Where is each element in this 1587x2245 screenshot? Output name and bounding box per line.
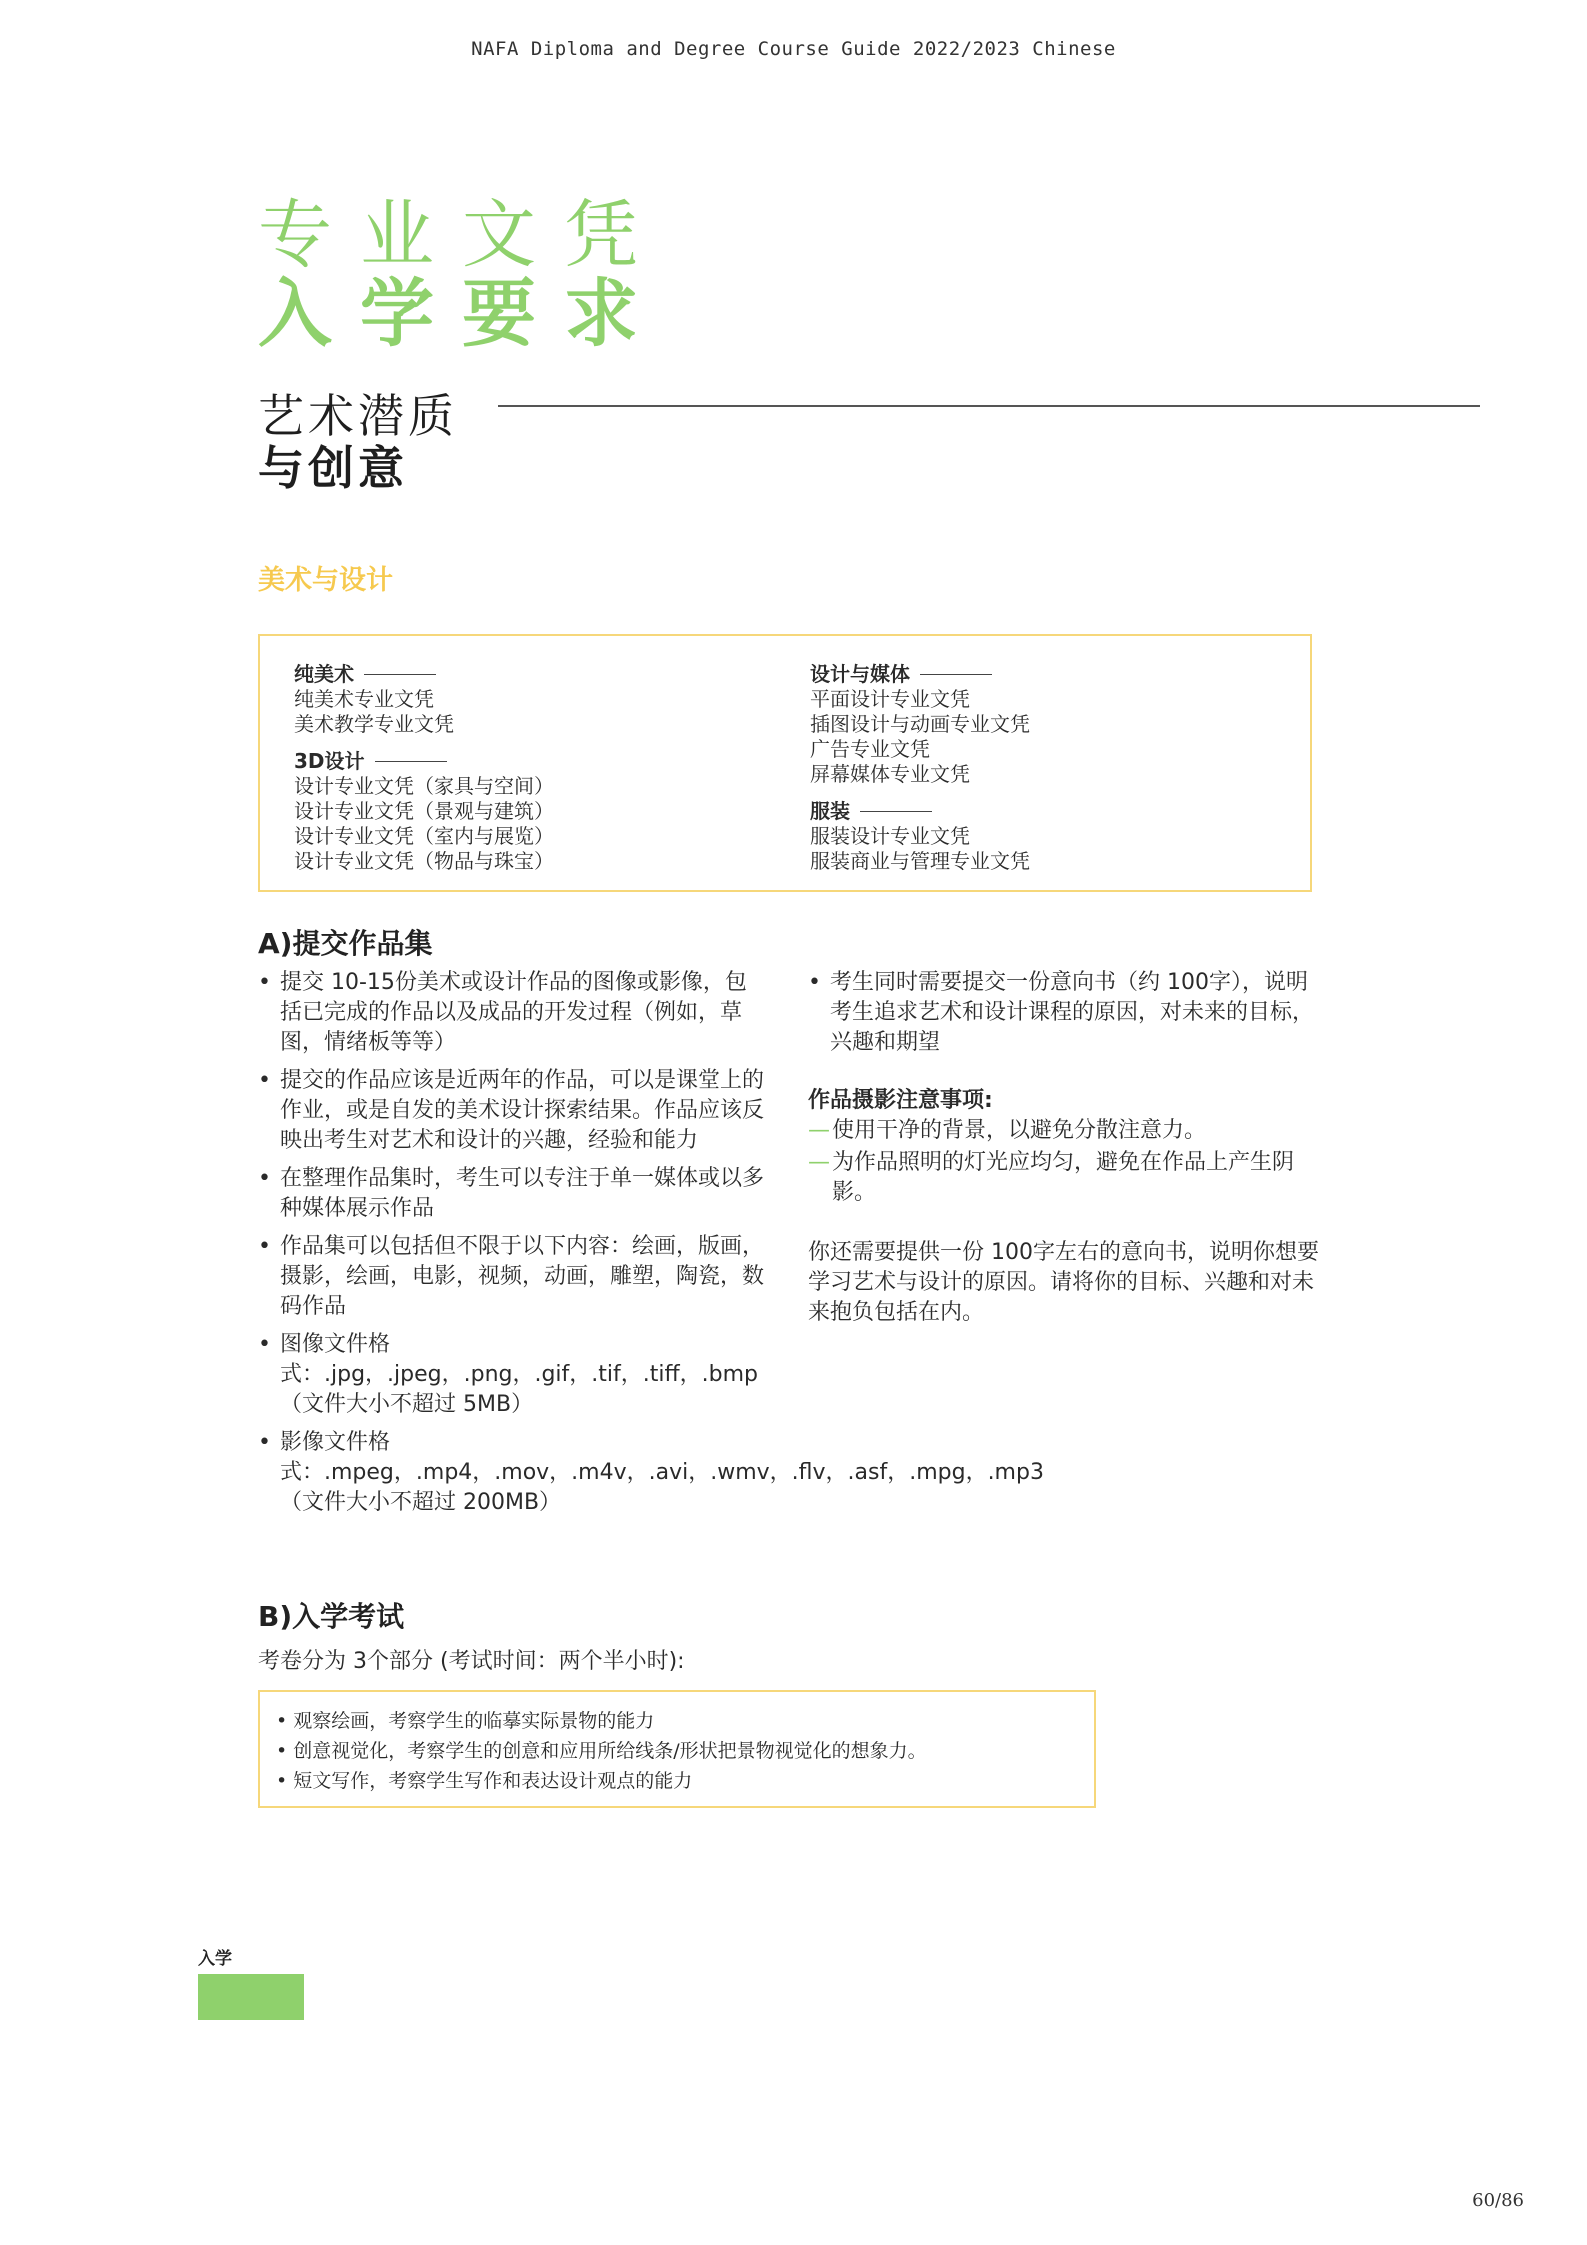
program-item: 设计专业文凭（景观与建筑）	[294, 799, 554, 823]
list-item: • 提交 10-15份美术或设计作品的图像或影像，包括已完成的作品以及成品的开发过程（例如，草图，情绪板等等）	[258, 968, 768, 1058]
program-item: 插图设计与动画专业文凭	[810, 712, 1030, 736]
program-group-title: 纯美术	[294, 662, 554, 687]
list-item: • 在整理作品集时，考生可以专注于单一媒体或以多种媒体展示作品	[258, 1164, 768, 1224]
list-item: • 考生同时需要提交一份意向书（约 100字），说明考生追求艺术和设计课程的原因，对未来的目标，兴趣和期望	[808, 968, 1328, 1058]
program-group-title: 服装	[810, 799, 1030, 824]
list-item: • 影像文件格式：.mpeg，.mp4，.mov，.m4v，.avi，.wmv，.flv，.asf，.mpg，.mp3（文件大小不超过 200MB）	[258, 1428, 768, 1518]
title-line-2: 入学要求	[258, 271, 666, 357]
program-item: 纯美术专业文凭	[294, 687, 434, 711]
exam-intro: 考卷分为 3个部分 (考试时间：两个半小时):	[258, 1649, 685, 1674]
program-item: 屏幕媒体专业文凭	[810, 762, 970, 786]
section-a-title: A)提交作品集	[258, 927, 433, 960]
footer-section-label: 入学	[198, 1949, 232, 1969]
section-heading-line-1: 艺术潜质	[258, 389, 458, 443]
footer-color-bar	[198, 1974, 304, 2020]
section-a-right-column	[808, 968, 1328, 1328]
program-item: 平面设计专业文凭	[810, 687, 970, 711]
statement-paragraph: 你还需要提供一份 100字左右的意向书，说明你想要学习艺术与设计的原因。请将你的目标、兴趣和对未来抱负包括在内。	[808, 1240, 1319, 1325]
list-item: • 短文写作，考察学生写作和表达设计观点的能力	[276, 1766, 1078, 1796]
list-item: • 提交的作品应该是近两年的作品，可以是课堂上的作业，或是自发的美术设计探索结果。作品应该反映出考生对艺术和设计的兴趣，经验和能力	[258, 1066, 768, 1156]
photo-notes-title: 作品摄影注意事项:	[808, 1088, 993, 1113]
list-item: — 使用干净的背景，以避免分散注意力。	[808, 1116, 1328, 1146]
program-group	[294, 662, 554, 737]
program-group-title: 3D设计	[294, 749, 554, 774]
program-group-title: 设计与媒体	[810, 662, 1030, 687]
program-group	[810, 662, 1030, 787]
programs-box	[258, 634, 1312, 892]
page-number: 60/86	[1472, 2190, 1524, 2211]
section-b-title: B)入学考试	[258, 1600, 405, 1633]
exam-parts-box	[258, 1690, 1096, 1808]
program-item: 广告专业文凭	[810, 737, 930, 761]
document-header: NAFA Diploma and Degree Course Guide 2022/2023 Chinese	[471, 38, 1116, 60]
subhead-art-design: 美术与设计	[258, 565, 393, 596]
program-item: 服装设计专业文凭	[810, 824, 970, 848]
program-item: 美术教学专业文凭	[294, 712, 454, 736]
list-item: • 创意视觉化，考察学生的创意和应用所给线条/形状把景物视觉化的想象力。	[276, 1736, 1078, 1766]
program-group	[294, 749, 554, 874]
section-heading	[258, 390, 458, 494]
program-group	[810, 799, 1030, 874]
programs-right-column	[810, 662, 1030, 886]
section-heading-line-2: 与创意	[258, 441, 408, 495]
title-line-1: 专业文凭	[258, 192, 666, 278]
program-item: 设计专业文凭（家具与空间）	[294, 774, 554, 798]
list-item: — 为作品照明的灯光应均匀，避免在作品上产生阴影。	[808, 1148, 1328, 1208]
program-item: 设计专业文凭（物品与珠宝）	[294, 849, 554, 873]
program-item: 服装商业与管理专业文凭	[810, 849, 1030, 873]
programs-left-column	[294, 662, 554, 886]
heading-divider	[498, 405, 1480, 407]
list-item: • 图像文件格式：.jpg，.jpeg，.png，.gif，.tif，.tiff，.bmp（文件大小不超过 5MB）	[258, 1330, 768, 1420]
list-item: • 观察绘画，考察学生的临摹实际景物的能力	[276, 1706, 1078, 1736]
list-item: • 作品集可以包括但不限于以下内容：绘画，版画，摄影，绘画，电影，视频，动画，雕塑，陶瓷，数码作品	[258, 1232, 768, 1322]
program-item: 设计专业文凭（室内与展览）	[294, 824, 554, 848]
